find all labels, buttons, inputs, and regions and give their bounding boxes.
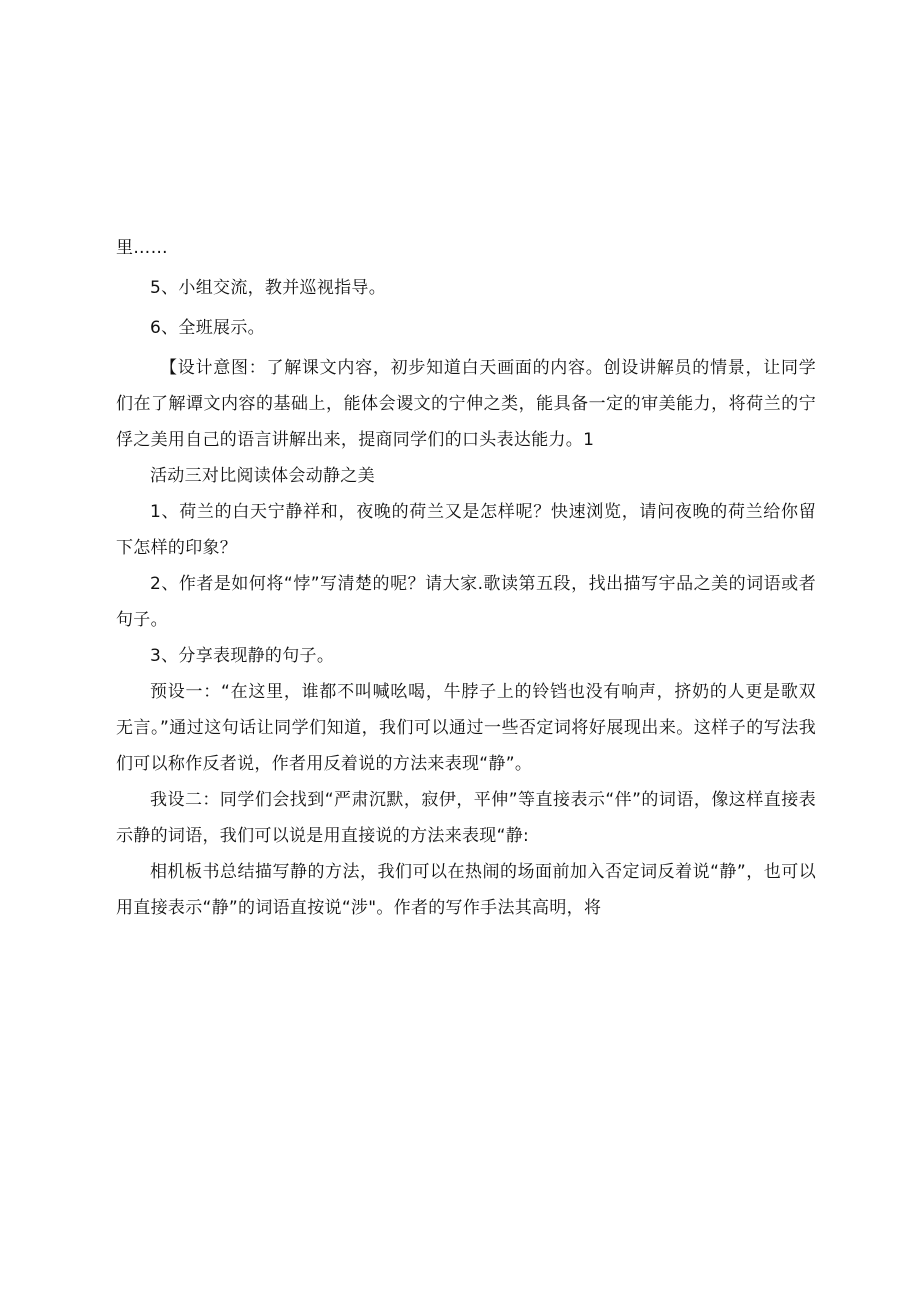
paragraph-summary: 相机板书总结描写静的方法，我们可以在热闹的场面前加入否定词反着说“静”，也可以用直接表示“静”的词语直按说“涉"。作者的写作手法其高明，将 [116, 862, 816, 918]
paragraph-activity-3-heading: 活动三对比阅读体会动静之美 [150, 466, 375, 486]
paragraph-preset-1: 预设一：“在这里，谁都不叫喊吆喝，牛脖子上的铃铛也没有响声，挤奶的人更是歌双无言。”通过这句话让同学们知道，我们可以通过一些否定词将好展现出来。这样子的写法我们可以称作反者说，作者用反着说的方法来表现“静”。 [116, 682, 816, 774]
paragraph-question-2: 2、作者是如何将“悖”写清楚的呢？请大家.歌读第五段，找出描写宇品之美的词语或者句子。 [116, 574, 816, 630]
paragraph-question-1: 1、荷兰的白天宁静祥和，夜晚的荷兰又是怎样呢？快速浏览，请问夜晚的荷兰给你留下怎样的印象？ [116, 502, 816, 558]
paragraph-question-3: 3、分享表现静的句子。 [150, 646, 335, 666]
paragraph-step-6: 6、全班展示。 [150, 318, 265, 338]
paragraph-step-5: 5、小组交流，教并巡视指导。 [150, 278, 387, 298]
paragraph-design-intent: 【设计意图：了解课文内容，初步知道白天画面的内容。创设讲解员的情景，让同学们在了解谭文内容的基础上，能体会谡文的宁伸之类，能具备一定的审美能力，将荷兰的宁俘之美用自己的语言讲解出来，提商同学们的口头表达能力。1 [116, 358, 816, 450]
paragraph-preset-2: 我设二：同学们会找到“严肃沉默，寂伊，平伸”等直接表示“伴”的词语，像这样直接表示静的词语，我们可以说是用直接说的方法来表现“静: [116, 790, 816, 846]
paragraph-continuation: 里…… [116, 238, 168, 258]
document-body [116, 230, 816, 926]
